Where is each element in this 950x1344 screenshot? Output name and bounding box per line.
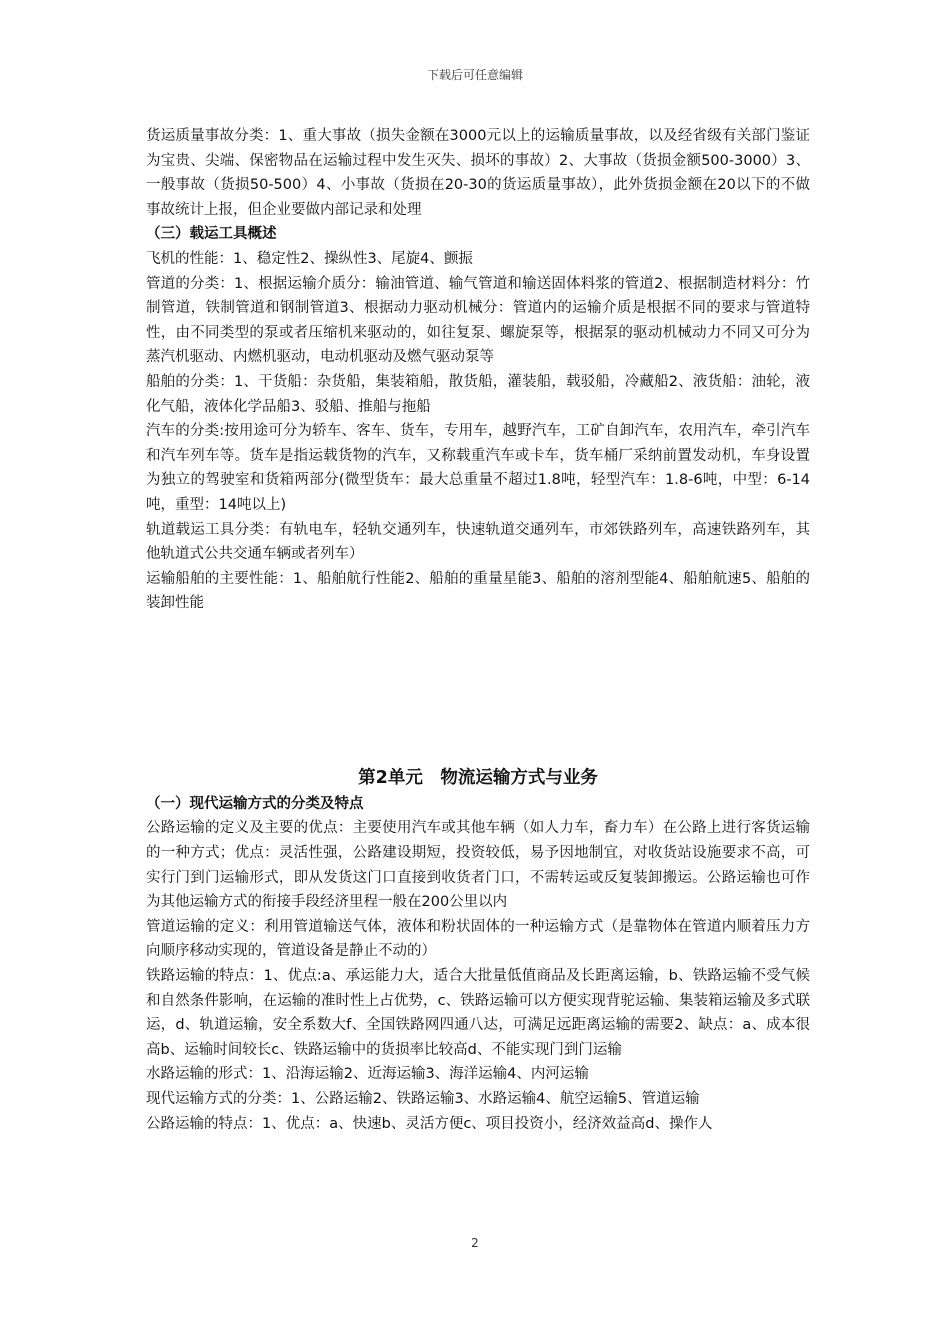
paragraph-freight-accident-classification: 货运质量事故分类：1、重大事故（损失金额在3000元以上的运输质量事故，以及经省级有关部门鉴证为宝贵、尖端、保密物品在运输过程中发生灭失、损坏的事故）2、大事故（货损金额500-3000）3、一般事故（货损50-500）4、小事故（货损在20-30的货运质量事故），此外货损金额在20以下的不做事故统计上报，但企业要做内部记录和处理 — [146, 128, 810, 218]
paragraph-ship-classification: 船舶的分类：1、干货船：杂货船，集装箱船，散货船，灌装船，载驳船，冷藏船2、液货船：油轮，液化气船，液体化学品船3、驳船、推船与拖船 — [146, 373, 810, 415]
unit-title: 第2单元 物流运输方式与业务 — [358, 767, 598, 788]
heading-vehicle-overview: （三）载运工具概述 — [146, 226, 277, 243]
paragraph-road-transport-definition: 公路运输的定义及主要的优点：主要使用汽车或其他车辆（如人力车，畜力车）在公路上进行客货运输的一种方式；优点：灵活性强，公路建设期短，投资较低，易予因地制宜，对收货站设施要求不高，可实行门到门运输形式，即从发货这门口直接到收货者门口，不需转运或反复装卸搬运。公路运输也可作为其他运输方式的衔接手段经济里程一般在200公里以内 — [146, 820, 810, 911]
section-gap — [146, 616, 810, 764]
page-header: 下载后可任意编辑 — [426, 68, 523, 82]
page-number: 2 — [471, 1236, 479, 1250]
heading-transport-modes: （一）现代运输方式的分类及特点 — [146, 795, 364, 812]
paragraph-road-transport-features: 公路运输的特点：1、优点：a、快速b、灵活方便c、项目投资小，经济效益高d、操作人 — [146, 1115, 713, 1132]
paragraph-pipeline-classification: 管道的分类：1、根据运输介质分：输油管道、输气管道和输送固体料浆的管道2、根据制造材料分：竹制管道，铁制管道和钢制管道3、根据动力驱动机械分：管道内的运输介质是根据不同的要求与管道特性，由不同类型的泵或者压缩机来驱动的，如往复泵、螺旋泵等，根据泵的驱动机械动力不同又可分为蒸汽机驱动、内燃机驱动，电动机驱动及燃气驱动泵等 — [146, 275, 810, 366]
paragraph-aircraft-performance: 飞机的性能：1、稳定性2、操纵性3、尾旋4、颤振 — [146, 250, 473, 267]
paragraph-water-transport-forms: 水路运输的形式：1、沿海运输2、近海运输3、海洋运输4、内河运输 — [146, 1066, 589, 1083]
paragraph-rail-vehicle-classification: 轨道载运工具分类：有轨电车，轻轨交通列车，快速轨道交通列车，市郊铁路列车，高速铁路列车，其他轨道式公共交通车辆或者列车） — [146, 521, 810, 563]
paragraph-pipeline-transport-definition: 管道运输的定义：利用管道输送气体，液体和粉状固体的一种运输方式（是靠物体在管道内顺着压力方向顺序移动实现的，管道设备是静止不动的） — [146, 918, 810, 960]
paragraph-rail-transport-features: 铁路运输的特点：1、优点:a、承运能力大，适合大批量低值商品及长距离运输，b、铁路运输不受气候和自然条件影响，在运输的准时性上占优势，c、铁路运输可以方便实现背驼运输、集装箱运输及多式联运，d、轨道运输，安全系数大f、全国铁路网四通八达，可满足远距离运输的需要2、缺点：a、成本很高b、运输时间较长c、铁路运输中的货损率比较高d、不能实现门到门运输 — [146, 968, 810, 1058]
paragraph-vehicle-classification: 汽车的分类:按用途可分为轿车、客车、货车，专用车，越野汽车，工矿自卸汽车，农用汽车，牵引汽车和汽车列车等。货车是指运载货物的汽车，又称载重汽车或卡车，货车桶厂采纳前置发动机，车身设置为独立的驾驶室和货箱两部分(微型货车：最大总重量不超过1.8吨，轻型汽车：1.8-6吨，中型：6-14吨，重型：14吨以上) — [146, 423, 810, 513]
page-content — [146, 124, 810, 1136]
paragraph-transport-mode-classification: 现代运输方式的分类：1、公路运输2、铁路运输3、水路运输4、航空运输5、管道运输 — [146, 1091, 700, 1107]
paragraph-ship-performance: 运输船舶的主要性能：1、船舶航行性能2、船舶的重量星能3、船舶的溶剂型能4、船舶航速5、船舶的装卸性能 — [146, 570, 810, 612]
